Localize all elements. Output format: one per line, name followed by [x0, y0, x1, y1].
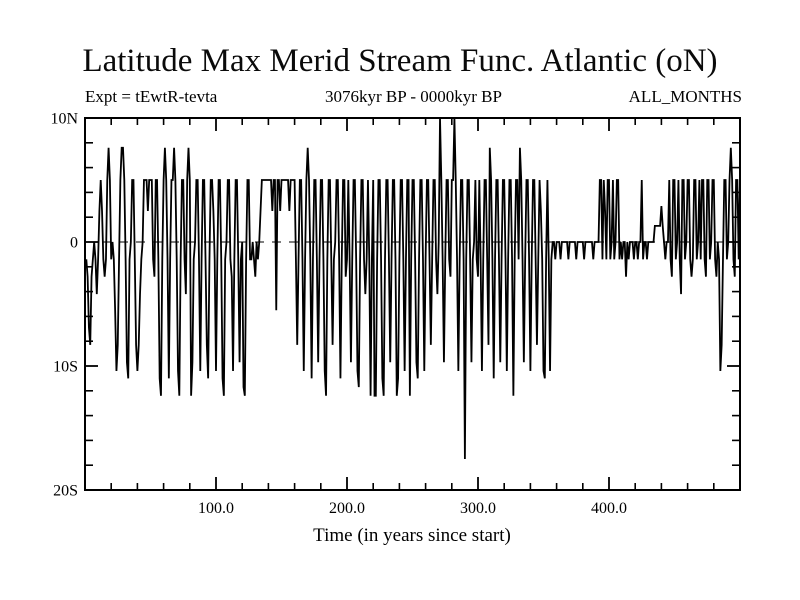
plot-frame	[85, 118, 740, 490]
x-tick-label: 100.0	[198, 500, 234, 517]
chart-title: Latitude Max Merid Stream Func. Atlantic (oN)	[82, 43, 718, 79]
y-tick-label: 0	[70, 234, 78, 252]
data-line	[86, 118, 740, 459]
x-tick-label: 400.0	[591, 500, 627, 517]
x-tick-label: 300.0	[460, 500, 496, 517]
chart-layer	[50, 111, 740, 518]
experiment-label: Expt = tEwtR-tevta	[85, 87, 218, 106]
y-tick-label: 10N	[50, 110, 78, 128]
months-label: ALL_MONTHS	[628, 87, 742, 106]
x-axis-label: Time (in years since start)	[313, 525, 511, 546]
y-tick-label: 20S	[53, 482, 78, 500]
x-tick-label: 200.0	[329, 500, 365, 517]
y-tick-label: 10S	[53, 358, 78, 376]
time-range-label: 3076kyr BP - 0000kyr BP	[325, 87, 502, 106]
